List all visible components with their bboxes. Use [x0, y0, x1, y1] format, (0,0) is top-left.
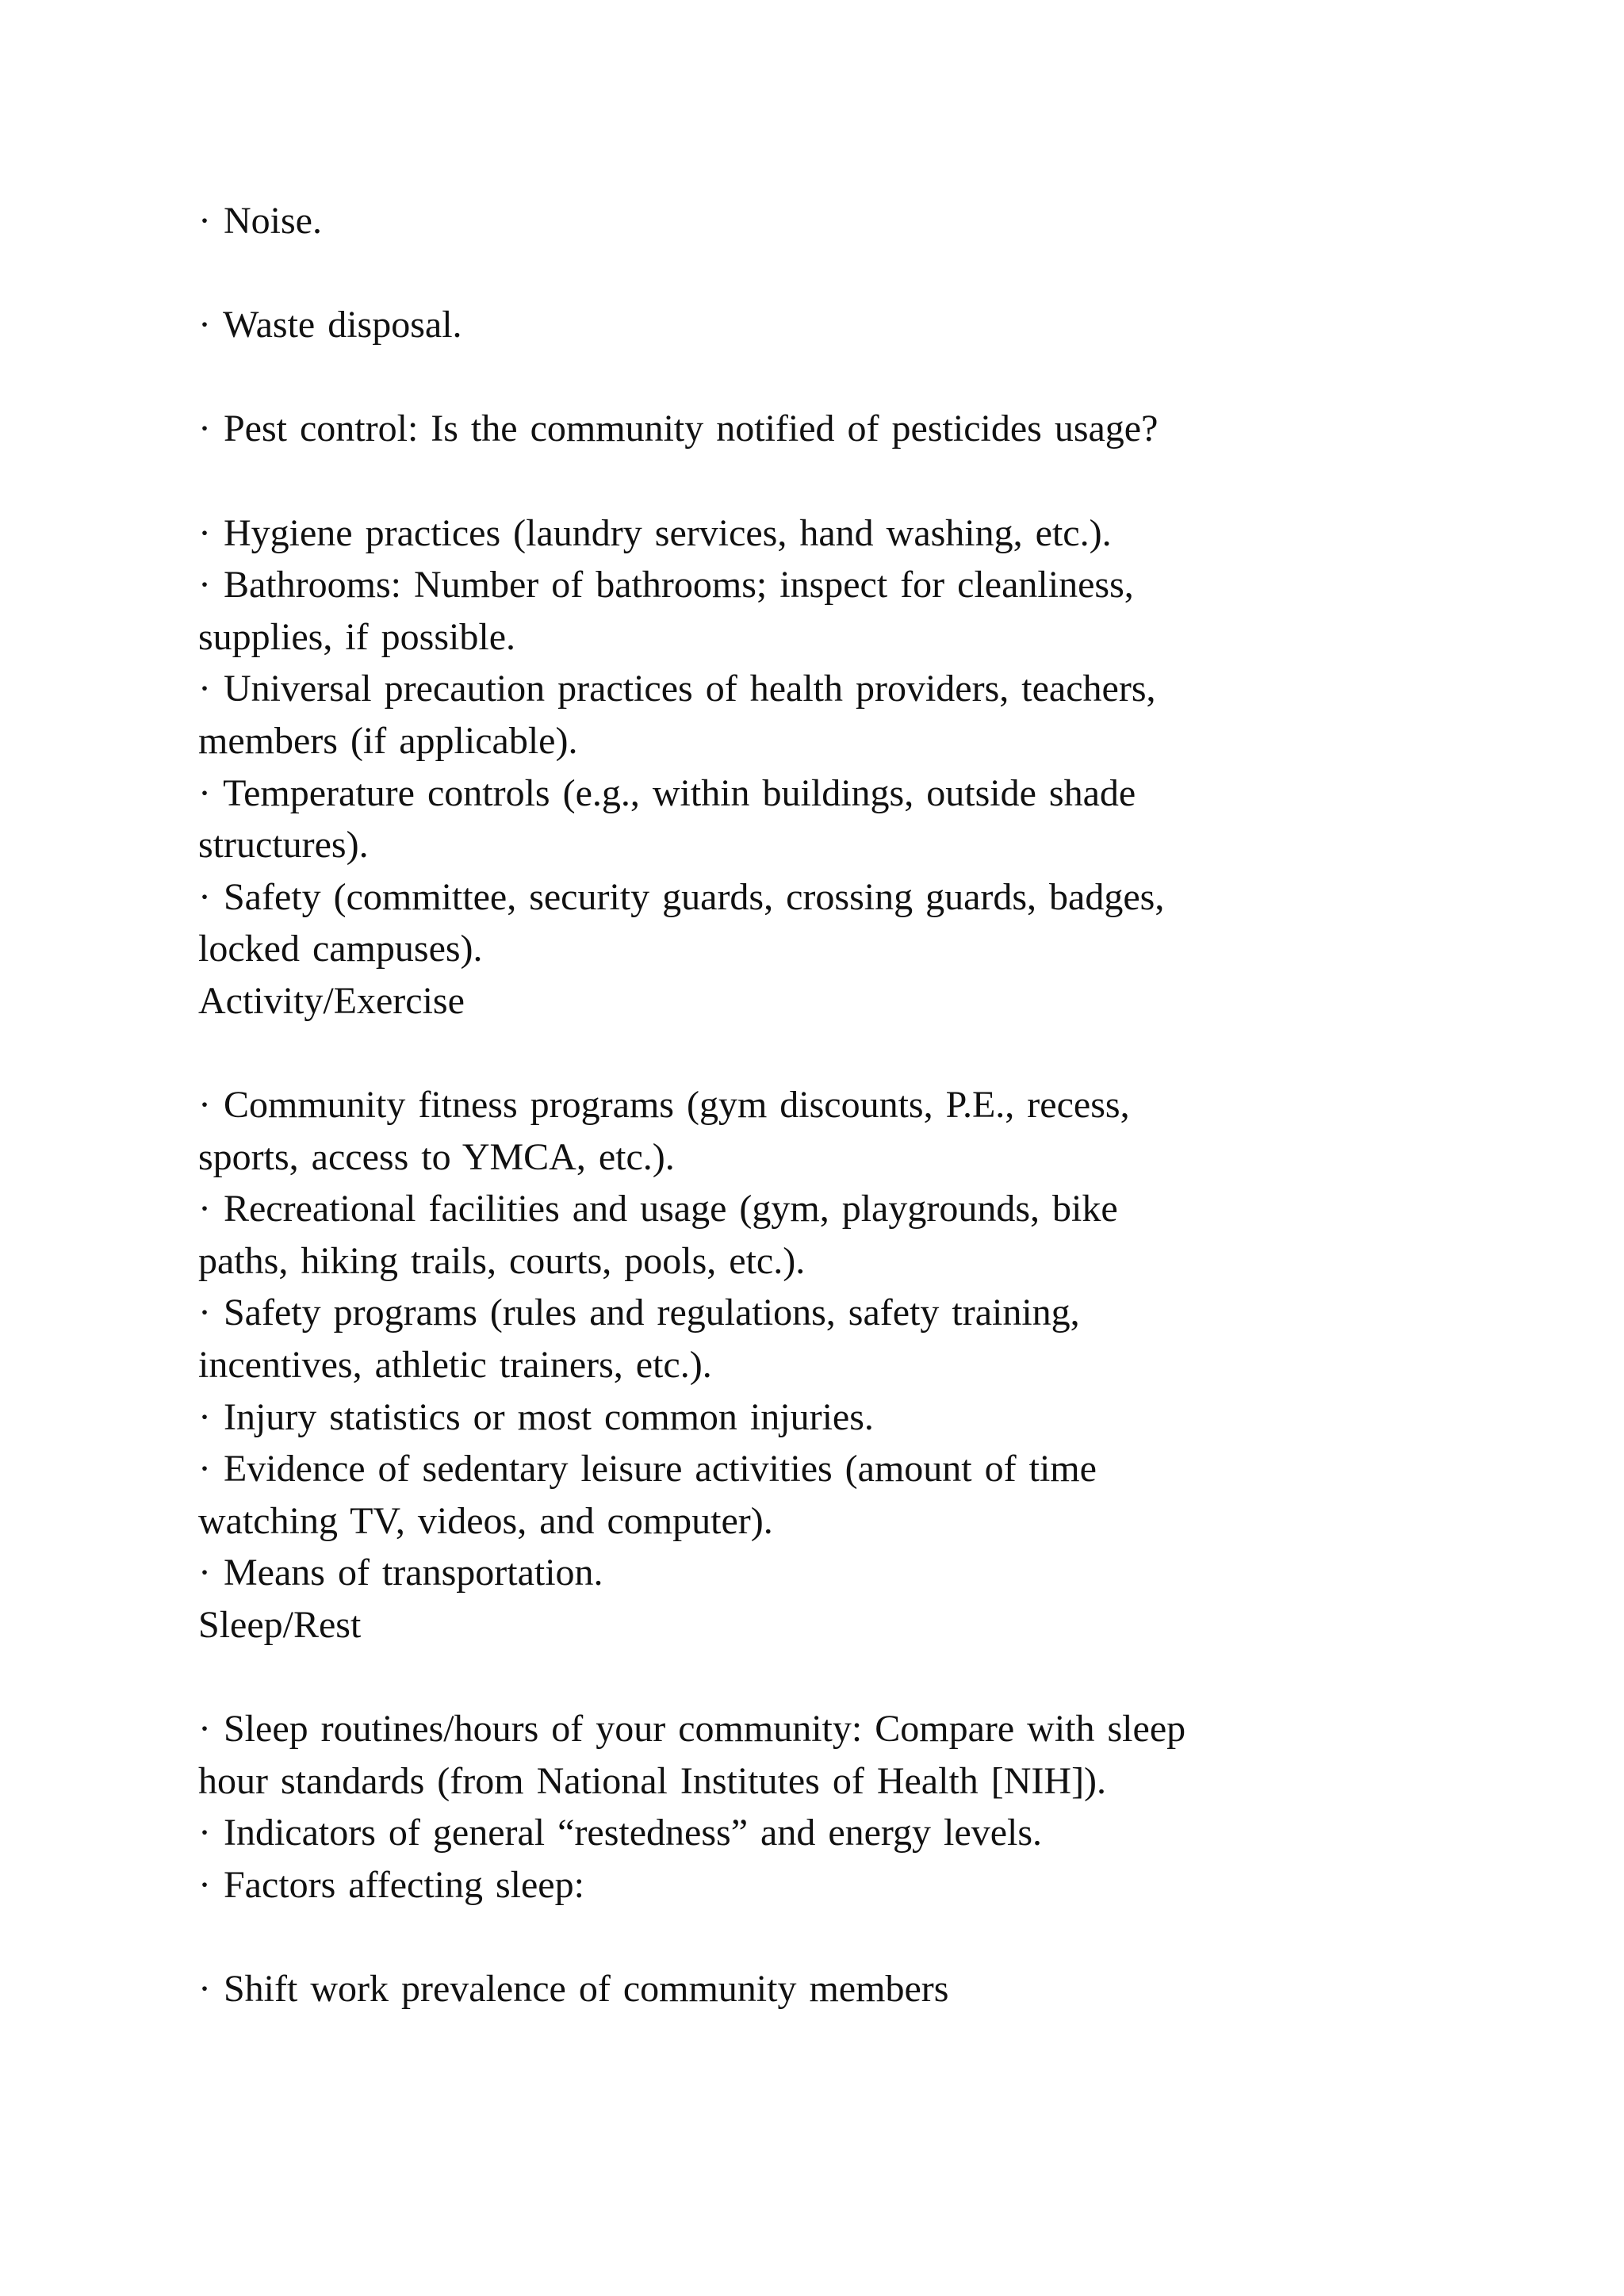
list-item-sedentary-leisure: · Evidence of sedentary leisure activities (amount of time: [198, 1448, 1097, 1490]
blank-line: [198, 1027, 1467, 1080]
list-item-sedentary-leisure-cont: watching TV, videos, and computer).: [198, 1499, 773, 1542]
list-item-hygiene: · Hygiene practices (laundry services, hand washing, etc.).: [198, 511, 1112, 554]
list-item-shift-work: · Shift work prevalence of community members: [198, 1968, 949, 2011]
list-item-sleep-routines-cont: hour standards (from National Institutes of Health [NIH]).: [198, 1759, 1107, 1802]
blank-line: [198, 351, 1467, 404]
list-item-safety-programs-cont: incentives, athletic trainers, etc.).: [198, 1344, 712, 1387]
list-item-noise: · Noise.: [198, 200, 322, 242]
blank-line: [198, 1911, 1467, 1964]
list-item-universal-precaution-cont: members (if applicable).: [198, 719, 578, 762]
section-heading-activity-exercise: Activity/Exercise: [198, 979, 465, 1022]
blank-line: [198, 1651, 1467, 1704]
list-item-community-fitness: · Community fitness programs (gym discounts, P.E., recess,: [198, 1084, 1130, 1127]
list-item-pest-control: · Pest control: Is the community notified of pesticides usage?: [198, 408, 1159, 450]
list-item-temperature: · Temperature controls (e.g., within buildings, outside shade: [198, 771, 1136, 814]
list-item-injury-statistics: · Injury statistics or most common injuries.: [198, 1395, 874, 1438]
list-item-bathrooms: · Bathrooms: Number of bathrooms; inspect for cleanliness,: [198, 564, 1134, 607]
section-heading-sleep-rest: Sleep/Rest: [198, 1604, 362, 1647]
document-body: [198, 195, 1467, 2015]
list-item-community-fitness-cont: sports, access to YMCA, etc.).: [198, 1135, 675, 1178]
list-item-safety-cont: locked campuses).: [198, 928, 483, 970]
list-item-safety-programs: · Safety programs (rules and regulations, safety training,: [198, 1292, 1080, 1334]
list-item-waste-disposal: · Waste disposal.: [198, 304, 462, 346]
list-item-safety: · Safety (committee, security guards, crossing guards, badges,: [198, 875, 1165, 918]
list-item-sleep-routines: · Sleep routines/hours of your community: Compare with sleep: [198, 1708, 1186, 1751]
list-item-factors-affecting-sleep: · Factors affecting sleep:: [198, 1864, 584, 1906]
list-item-recreational-facilities: · Recreational facilities and usage (gym, playgrounds, bike: [198, 1188, 1118, 1230]
blank-line: [198, 247, 1467, 300]
list-item-recreational-facilities-cont: paths, hiking trails, courts, pools, etc.).: [198, 1239, 806, 1282]
list-item-restedness: · Indicators of general “restedness” and energy levels.: [198, 1812, 1043, 1854]
blank-line: [198, 455, 1467, 507]
list-item-temperature-cont: structures).: [198, 824, 369, 867]
list-item-universal-precaution: · Universal precaution practices of health providers, teachers,: [198, 668, 1156, 710]
list-item-transportation: · Means of transportation.: [198, 1552, 603, 1594]
list-item-bathrooms-cont: supplies, if possible.: [198, 615, 515, 658]
